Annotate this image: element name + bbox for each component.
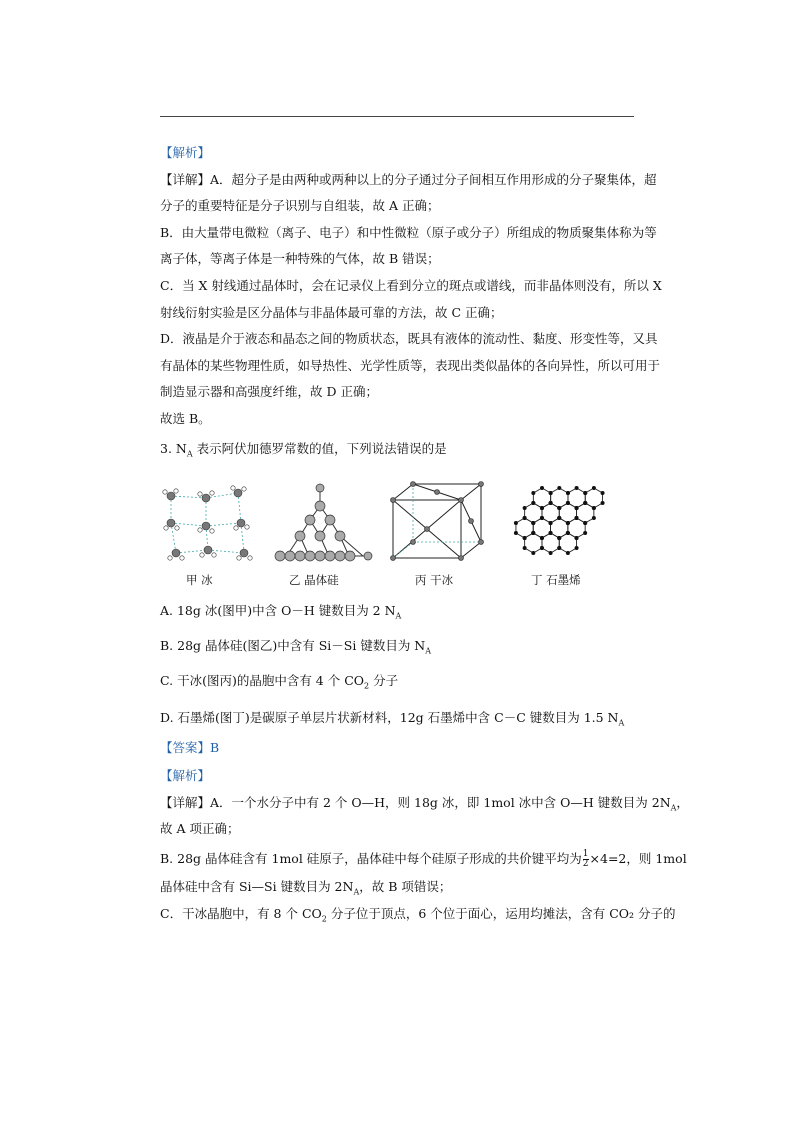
text-line: 制造显示器和高强度纤维，故 D 正确； (160, 384, 378, 399)
header-rule (160, 116, 634, 117)
text-line: 【答案】B (160, 740, 220, 755)
text-line: 射线衍射实验是区分晶体与非晶体最可靠的方法，故 C 正确； (160, 305, 503, 320)
text-line: D．液晶是介于液态和晶态之间的物质状态，既具有液体的流动性、黏度、形变性等，又具 (160, 331, 658, 346)
silicon-structure-figure (268, 478, 378, 568)
text-line: C. 干冰(图丙)的晶胞中含有 4 个 $CO_2$ 分子 (160, 673, 399, 691)
text-line: C．干冰晶胞中，有 8 个 $CO_2$ 分子位于顶点，6 个位于面心，运用均摊法，含有 CO₂ 分子的 (160, 906, 676, 924)
figure-caption: 丙 干冰 (415, 573, 454, 587)
text-line: C．当 X 射线通过晶体时，会在记录仪上看到分立的斑点或谱线，而非晶体则没有，所以 X (160, 278, 662, 293)
text-line: 【解析】 (160, 145, 211, 160)
text-line: 【解析】 (160, 768, 211, 783)
text-line: 【详解】A．超分子是由两种或两种以上的分子通过分子间相互作用形成的分子聚集体，超 (160, 172, 657, 187)
text-line: 故 A 项正确； (160, 821, 240, 836)
graphene-structure-figure (505, 478, 615, 568)
ice-structure-figure (156, 478, 266, 568)
figure-caption: 甲 冰 (186, 573, 213, 587)
text-line: 故选 B。 (160, 411, 211, 426)
text-line: 有晶体的某些物理性质，如导热性、光学性质等，表现出类似晶体的各向异性，所以可用于 (160, 358, 661, 373)
text-line: D. 石墨烯(图丁)是碳原子单层片状新材料，12g 石墨烯中含 C－C 键数目为 1.5 $N_A$ (160, 710, 625, 728)
text-line: 【详解】A．一个水分子中有 2 个 O—H，则 18g 冰，即 1mol 冰中含 O—H 键数目为 $2N_A$， (160, 795, 689, 813)
dry-ice-structure-figure (385, 478, 495, 568)
figure-caption: 乙 晶体硅 (289, 573, 339, 587)
text-line: 离子体，等离子体是一种特殊的气体，故 B 错误； (160, 251, 440, 266)
text-line: 3. $N_A$ 表示阿伏加德罗常数的值，下列说法错误的是 (160, 441, 447, 459)
figure-caption: 丁 石墨烯 (531, 573, 581, 587)
text-line: B. 28g 晶体硅(图乙)中含有 Si－Si 键数目为 $N_A$ (160, 638, 432, 656)
text-line: 晶体硅中含有 Si—Si 键数目为 $2N_A$，故 B 项错误； (160, 879, 452, 897)
text-line: 分子的重要特征是分子识别与自组装，故 A 正确； (160, 198, 440, 213)
text-line: B．由大量带电微粒（离子、电子）和中性微粒（原子或分子）所组成的物质聚集体称为等 (160, 225, 657, 240)
text-line: A. 18g 冰(图甲)中含 O－H 键数目为 2 $N_A$ (160, 603, 402, 621)
text-line: B. 28g 晶体硅含有 1mol 硅原子，晶体硅中每个硅原子形成的共价键平均为 $\frac{1}{2}$ ×4=2，则 1mol (160, 849, 687, 869)
